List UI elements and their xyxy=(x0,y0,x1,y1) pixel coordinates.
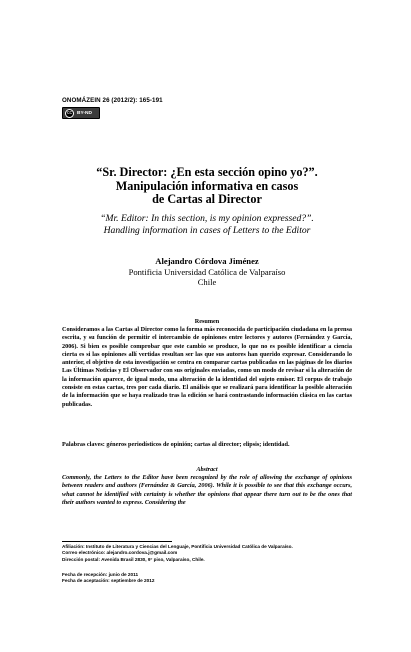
license-label: BY-ND xyxy=(77,110,92,116)
abstract-heading: Abstract xyxy=(196,466,218,473)
author-name: Alejandro Córdova Jiménez xyxy=(155,256,259,266)
journal-citation: ONOMÁZEIN 26 (2012/2): 165-191 xyxy=(62,97,163,104)
reception-date: Fecha de recepción: junio de 2011 xyxy=(62,572,139,577)
abstract-text: Commonly, the Letters to the Editor have been recognized by the role of allowing the exchange of opinions between readers and authors (Fernández & García, 2006). While it is possible to see that this exchange occurs, what cannot be identified with certainty is whether the opinions that appear there turn out to be the ones that their authors wanted to express. Considering the xyxy=(62,474,352,506)
cc-icon: cc xyxy=(67,110,72,116)
title-line: de Cartas al Director xyxy=(152,192,262,207)
keywords-label: Palabras claves: xyxy=(62,441,105,448)
title-line: Manipulación informativa en casos xyxy=(115,178,299,193)
keywords-text: géneros periodísticos de opinión; cartas al director; elipsis; identidad. xyxy=(106,441,290,448)
footnote-affiliation: Afiliación: Instituto de Literatura y Ciencias del Lenguaje, Pontificia Universidad Católica de Valparaíso. xyxy=(62,544,293,549)
submission-dates xyxy=(62,572,362,585)
footnote-divider xyxy=(62,541,172,542)
subtitle-line: “Mr. Editor: In this section, is my opinion expressed?”. xyxy=(100,213,314,224)
subtitle-line: Handling information in cases of Letters to the Editor xyxy=(103,225,311,236)
affiliation-institution: Pontificia Universidad Católica de Valparaíso xyxy=(128,267,286,277)
author-affiliation xyxy=(62,267,352,288)
footnote xyxy=(62,544,362,563)
title-line: “Sr. Director: ¿En esta sección opino yo?”. xyxy=(96,165,318,179)
affiliation-country: Chile xyxy=(197,277,217,288)
article-title xyxy=(62,166,352,207)
article-subtitle-english xyxy=(62,213,352,237)
footnote-email[interactable]: Correo electrónico: alejandro.cordova.j@gmail.com xyxy=(62,550,178,556)
keywords xyxy=(62,441,352,449)
license-badge[interactable] xyxy=(62,107,100,119)
acceptance-date: Fecha de aceptación: septiembre de 2012 xyxy=(62,578,155,584)
resumen-heading: Resumen xyxy=(194,318,220,325)
resumen-text: Consideramos a las Cartas al Director como la forma más reconocida de participación ciudadana en la prensa escrita, y su función de permitir el intercambio de opiniones entre lectores y autores (Fernández y García, 2006). Si bien es posible comprobar que este cambio se produce, lo que no es posible identificar a ciencia cierta es si las opiniones allí vertidas resultan ser las que sus autores han querido expresar. Considerando lo anterior, el objetivo de esta investigación se centra en comparar cartas publicadas en las páginas de los diarios Las Últimas Noticias y El Observador con sus originales enviadas, como un modo de revisar si la alteración de la información aparece, de igual modo, una alteración de la identidad del sujeto emisor. El corpus de trabajo consiste en estas cartas, tres por cada diario. El análisis que se realizará para identificar la posible alteración de la información que se haya realizado tras la edición se hará contrastando información clásica en las cartas publicadas. xyxy=(62,326,352,408)
footnote-address: Dirección postal: Avenida Brasil 2830, 9° piso, Valparaíso, Chile. xyxy=(62,556,205,562)
